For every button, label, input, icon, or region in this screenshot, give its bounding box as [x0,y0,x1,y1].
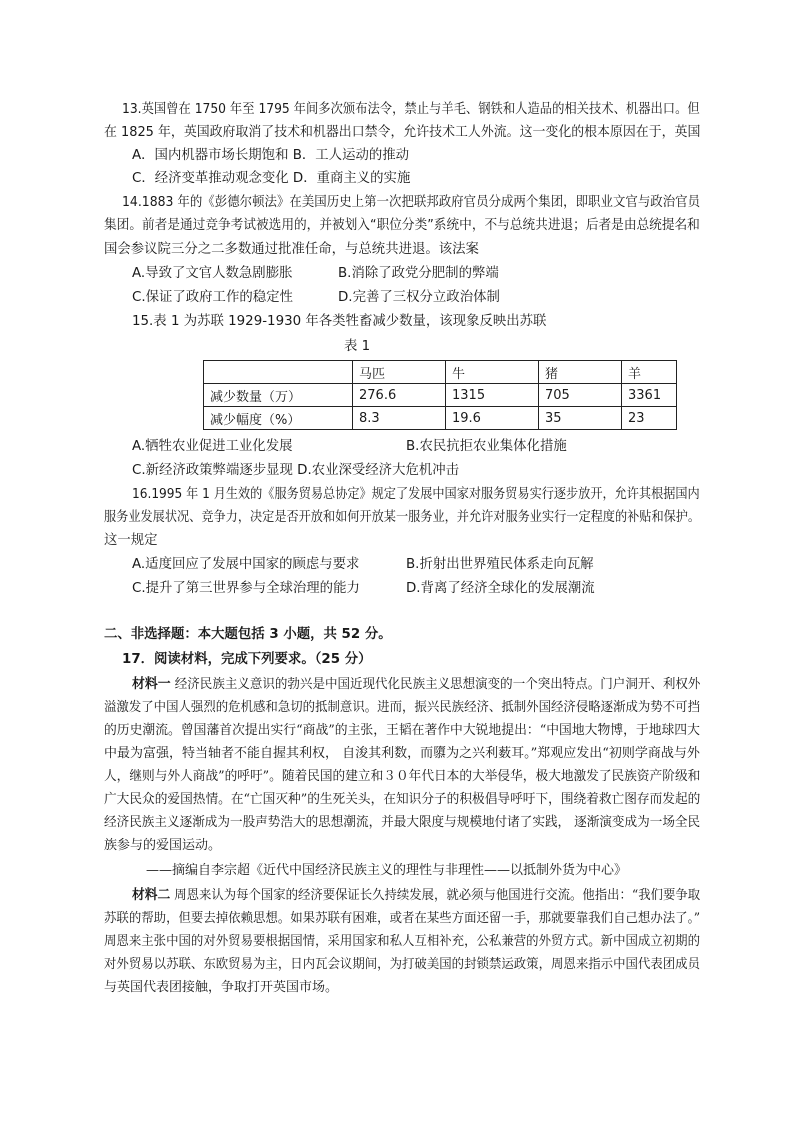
q16-stem-line-1: 16.1995 年 1 月生效的《服务贸易总协定》规定了发展中国家对服务贸易实行逐步放开，允许其根据国内 [132,487,700,502]
q17-title: 17．阅读材料，完成下列要求。（25 分） [122,652,372,667]
table-caption: 表 1 [344,339,371,354]
table-cell: 276.6 [353,384,446,407]
table-header-row [204,361,677,384]
q14-stem-line-3: 国会参议院三分之二多数通过批准任命，与总统共进退。该法案 [104,242,479,257]
material-1-line-5: 人，继则与外人商战”的呼吁”。随着民国的建立和３０年代日本的大举侵华，极大地激发了民族资产阶级和 [104,769,701,784]
q16-option-b: B.折射出世界殖民体系走向瓦解 [406,557,594,572]
material-1-label: 材料一 [132,677,171,692]
table-header-cell: 牛 [446,361,539,384]
material-1-line-8: 族参与的爱国运动。 [104,838,222,853]
q15-stem: 15.表 1 为苏联 1929-1930 年各类牲畜减少数量，该现象反映出苏联 [132,314,547,329]
table-cell: 减少数量（万） [204,384,353,407]
q16-option-a: A.适度回应了发展中国家的顾虑与要求 [132,557,360,572]
table-cell: 3361 [622,384,677,407]
table-cell: 减少幅度（%） [204,407,353,430]
table-header-cell: 羊 [622,361,677,384]
q15-option-b: B.农民抗拒农业集体化措施 [406,439,567,454]
material-2-line-5: 与英国代表团接触，争取打开英国市场。 [104,980,339,995]
q14-stem-line-2: 集团。前者是通过竞争考试被选用的，并被划入“职位分类”系统中，不与总统共进退；后者是由总统提名和 [104,218,700,233]
q16-option-d: D.背离了经济全球化的发展潮流 [406,581,595,596]
q13-stem-line-1: 13.英国曾在 1750 年至 1795 年间多次颁布法令，禁止与羊毛、钢铁和人造品的相关技术、机器出口。但 [122,102,700,117]
table-cell: 19.6 [446,407,539,430]
material-1-line-4: 中最为富强，特当轴者不能自握其利权， 自浚其利数，而隳为之兴利薮耳。”郑观应发出“初则学商战与外 [104,746,700,761]
table-header-cell [204,361,353,384]
material-1-text: 经济民族主义意识的勃兴是中国近现代化民族主义思想演变的一个突出特点。门户洞开、利权外 [174,677,701,692]
material-2-label: 材料二 [132,888,171,903]
q13-option-ab: A．国内机器市场长期饱和 B．工人运动的推动 [132,148,410,163]
table-row [204,384,677,407]
q13-stem-line-2: 在 1825 年，英国政府取消了技术和机器出口禁令，允许技术工人外流。这一变化的根本原因在于，英国 [104,125,701,140]
table-cell: 1315 [446,384,539,407]
q14-option-c: C.保证了政府工作的稳定性 [132,290,293,305]
table-header-cell: 马匹 [353,361,446,384]
q16-option-c: C.提升了第三世界参与全球治理的能力 [132,581,360,596]
q15-option-cd: C.新经济政策弊端逐步显现 D.农业深受经济大危机冲击 [132,463,460,478]
material-1-line-7: 经济民族主义逐渐成为一股声势浩大的思想潮流，并最大限度与规模地付诸了实践， 逐渐演变成为一场全民 [104,815,701,830]
q13-option-cd: C．经济变革推动观念变化 D．重商主义的实施 [132,171,411,186]
table-row [204,407,677,430]
material-2-line-3: 周恩来主张中国的对外贸易要根据国情，采用国家和私人互相补充，公私兼营的外贸方式。新中国成立初期的 [104,934,700,949]
material-1-source: ——摘编自李宗超《近代中国经济民族主义的理性与非理性——以抵制外货为中心》 [146,863,628,878]
material-1-line-2: 溢激发了中国人强烈的危机感和急切的抵制意识。进而，振兴民族经济、抵制外国经济侵略逐渐成为势不可挡 [104,700,700,715]
table-cell: 8.3 [353,407,446,430]
q15-option-a: A.牺牲农业促进工业化发展 [132,439,293,454]
material-1-line-6: 广大民众的爱国热情。在“亡国灭种”的生死关头，在知识分子的积极倡导呼吁下，围绕着救亡图存而发起的 [104,792,701,807]
material-2-line-4: 对外贸易以苏联、东欧贸易为主，日内瓦会议期间，为打破美国的封锁禁运政策，周恩来指示中国代表团成员 [104,957,700,972]
table-header-cell: 猪 [539,361,622,384]
q14-stem-line-1: 14.1883 年的《彭德尔顿法》在美国历史上第一次把联邦政府官员分成两个集团，即职业文官与政治官员 [122,195,701,210]
material-2-text: 周恩来认为每个国家的经济要保证长久持续发展，就必须与他国进行交流。他指出：“我们要争取 [174,888,701,903]
q14-option-b: B.消除了政党分肥制的弊端 [338,266,499,281]
material-1-line-1 [132,675,700,695]
section-heading: 二、非选择题：本大题包括 3 小题，共 52 分。 [104,627,392,642]
material-1-line-3: 的历史潮流。曾国藩首次提出实行“商战”的主张，王韬在著作中大锐地提出：“中国地大物博，于地球四大 [104,723,700,738]
livestock-table [203,360,677,430]
table-cell: 35 [539,407,622,430]
q16-stem-line-3: 这一规定 [104,533,158,548]
table-cell: 23 [622,407,677,430]
q14-option-d: D.完善了三权分立政治体制 [338,290,500,305]
material-2-line-2: 苏联的帮助，但要去掉依赖思想。如果苏联有困难，或者在某些方面还留一手，那就要靠我们自己想办法了。” [104,911,701,926]
material-2-line-1 [132,886,700,906]
table-cell: 705 [539,384,622,407]
q16-stem-line-2: 服务业发展状况、竞争力，决定是否开放和如何开放某一服务业，并允许对服务业实行一定程度的补贴和保护。 [104,510,701,525]
q14-option-a: A.导致了文官人数急剧膨胀 [132,266,293,281]
